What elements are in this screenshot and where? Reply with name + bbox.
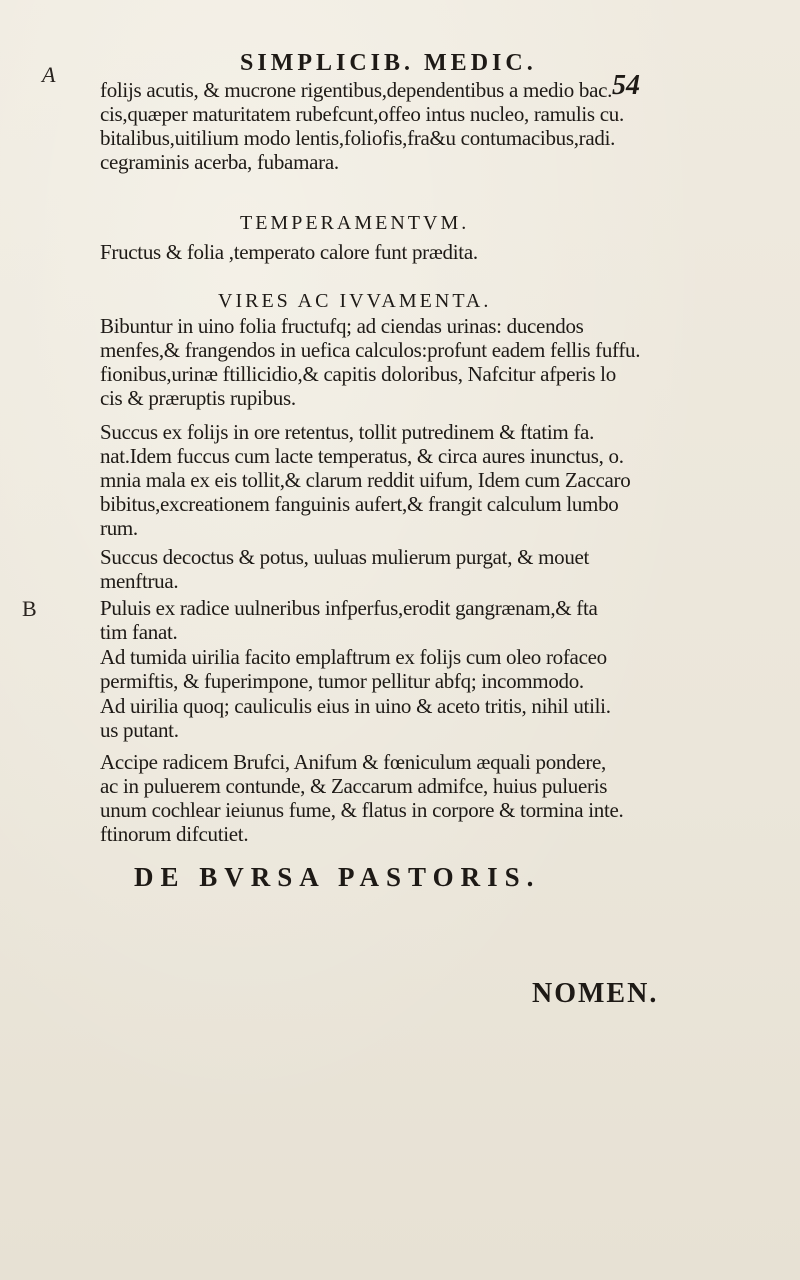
text-line: folijs acutis, & mucrone rigentibus,dependentibus a medio bac.: [100, 78, 613, 102]
text-line: fionibus,urinæ ftillicidio,& capitis doloribus, Nafcitur afperis lo: [100, 362, 616, 386]
vires-paragraph-2: [100, 420, 682, 540]
vires-paragraph-4: [100, 596, 682, 644]
text-line: Succus decoctus & potus, uuluas mulierum purgat, & mouet: [100, 545, 590, 569]
margin-letter-a: A: [42, 62, 56, 87]
catchword: NOMEN.: [532, 978, 659, 1009]
text-line: Accipe radicem Brufci, Anifum & fœniculum æquali pondere,: [100, 750, 607, 774]
text-line: Ad uirilia quoq; cauliculis eius in uino & aceto tritis, nihil utili.: [100, 694, 611, 718]
text-line: menfes,& frangendos in uefica calculos:profunt eadem fellis fuffu.: [100, 338, 641, 362]
text-line: Succus ex folijs in ore retentus, tollit putredinem & ftatim fa.: [100, 420, 595, 444]
vires-paragraph-5: [100, 645, 682, 693]
vires-paragraph-6: [100, 694, 682, 742]
text-line: cegraminis acerba, fubamara.: [100, 150, 339, 174]
text-line: cis,quæper maturitatem rubefcunt,offeo intus nucleo, ramulis cu.: [100, 102, 624, 126]
running-head: SIMPLICIB. MEDIC.: [240, 50, 537, 76]
text-line: cis & præruptis rupibus.: [100, 386, 296, 410]
vires-paragraph-1: [100, 314, 682, 410]
text-line: Bibuntur in uino folia fructufq; ad ciendas urinas: ducendos: [100, 314, 584, 338]
text-line: unum cochlear ieiunus fume, & flatus in corpore & tormina inte.: [100, 798, 624, 822]
text-line: us putant.: [100, 718, 179, 742]
vires-heading: VIRES AC IVVAMENTA.: [218, 290, 492, 312]
text-line: bitalibus,uitilium modo lentis,foliofis,fra&u contumacibus,radi.: [100, 126, 616, 150]
text-line: menftrua.: [100, 569, 179, 593]
text-line: Fructus & folia ,temperato calore funt prædita.: [100, 240, 478, 264]
intro-paragraph: [100, 78, 682, 174]
vires-paragraph-7: [100, 750, 682, 846]
text-line: bibitus,excreationem fanguinis aufert,& frangit calculum lumbo: [100, 492, 619, 516]
section-title: DE BVRSA PASTORIS.: [134, 862, 541, 892]
text-line: Puluis ex radice uulneribus infperfus,erodit gangrænam,& fta: [100, 596, 598, 620]
folio-number: 54: [612, 70, 640, 101]
temperamentum-heading: TEMPERAMENTVM.: [240, 212, 470, 234]
text-line: ftinorum difcutiet.: [100, 822, 249, 846]
vires-paragraph-3: [100, 545, 682, 593]
text-line: tim fanat.: [100, 620, 178, 644]
text-line: permiftis, & fuperimpone, tumor pellitur abfq; incommodo.: [100, 669, 584, 693]
text-line: rum.: [100, 516, 138, 540]
text-line: Ad tumida uirilia facito emplaftrum ex folijs cum oleo rofaceo: [100, 645, 607, 669]
margin-letter-b: B: [22, 596, 37, 621]
text-line: mnia mala ex eis tollit,& clarum reddit uifum, Idem cum Zaccaro: [100, 468, 631, 492]
temperamentum-paragraph: [100, 240, 682, 264]
text-line: nat.Idem fuccus cum lacte temperatus, & circa aures inunctus, o.: [100, 444, 624, 468]
text-line: ac in puluerem contunde, & Zaccarum admifce, huius pulueris: [100, 774, 608, 798]
